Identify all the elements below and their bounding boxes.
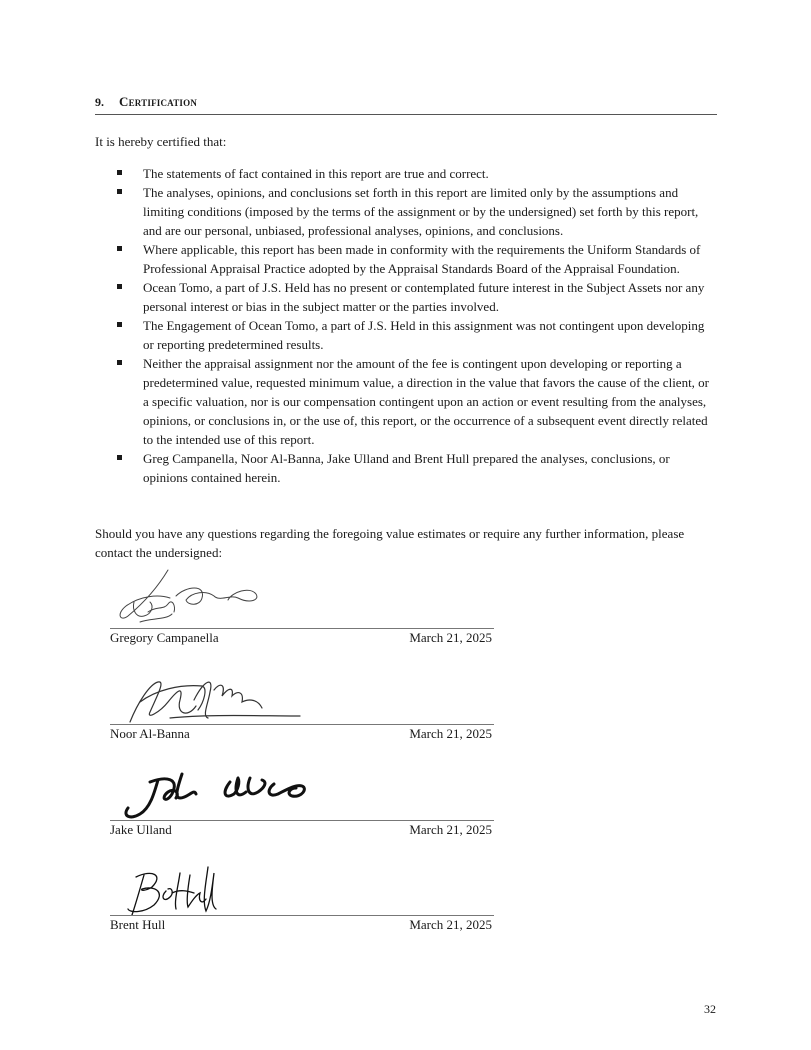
certification-list bbox=[95, 164, 717, 487]
signature-date: March 21, 2025 bbox=[409, 630, 492, 645]
signer-name: Gregory Campanella bbox=[110, 630, 219, 645]
list-item: Where applicable, this report has been made in conformity with the requirements the Uniform Standards of Professional Appraisal Practice adopted by the Appraisal Standards Board of the Appraisal Foundation. bbox=[95, 240, 717, 278]
list-item: Ocean Tomo, a part of J.S. Held has no present or contemplated future interest in the Subject Assets nor any personal interest or bias in the subject matter or the parties involved. bbox=[95, 278, 717, 316]
signer-name: Jake Ulland bbox=[110, 822, 172, 837]
bullet-square-icon bbox=[117, 284, 122, 289]
list-item: Greg Campanella, Noor Al-Banna, Jake Ulland and Brent Hull prepared the analyses, conclusions, or opinions contained herein. bbox=[95, 449, 717, 487]
signer-name: Brent Hull bbox=[110, 917, 166, 932]
signature-campanella-image bbox=[110, 566, 270, 630]
signature-block-al-banna bbox=[110, 662, 494, 758]
signature-block-ulland bbox=[110, 758, 494, 854]
signature-al-banna-image bbox=[110, 662, 310, 726]
bullet-square-icon bbox=[117, 170, 122, 175]
section-heading bbox=[95, 94, 717, 115]
signature-date: March 21, 2025 bbox=[409, 917, 492, 932]
bullet-square-icon bbox=[117, 322, 122, 327]
list-item: The analyses, opinions, and conclusions set forth in this report are limited only by the assumptions and limiting conditions (imposed by the terms of the assignment or by the undersigned) set forth by this report, and are our personal, unbiased, professional analyses, opinions, and conclusions. bbox=[95, 183, 717, 240]
section-title: Certification bbox=[119, 94, 198, 109]
signature-block-campanella bbox=[110, 566, 494, 662]
page-number: 32 bbox=[704, 1002, 716, 1016]
list-item: The statements of fact contained in this report are true and correct. bbox=[95, 164, 717, 183]
section-number: 9. bbox=[95, 95, 104, 109]
list-item: The Engagement of Ocean Tomo, a part of J.S. Held in this assignment was not contingent upon developing or reporting predetermined results. bbox=[95, 316, 717, 354]
bullet-square-icon bbox=[117, 189, 122, 194]
signature-hull-image bbox=[110, 853, 230, 923]
bullet-square-icon bbox=[117, 360, 122, 365]
bullet-square-icon bbox=[117, 246, 122, 251]
closing-paragraph: Should you have any questions regarding the foregoing value estimates or require any further information, please contact the undersigned: bbox=[95, 526, 685, 560]
signature-date: March 21, 2025 bbox=[409, 726, 492, 741]
signature-date: March 21, 2025 bbox=[409, 822, 492, 837]
bullet-square-icon bbox=[117, 455, 122, 460]
signature-ulland-image bbox=[110, 758, 320, 822]
intro-paragraph: It is hereby certified that: bbox=[95, 134, 227, 149]
signer-name: Noor Al-Banna bbox=[110, 726, 190, 741]
signature-block-hull bbox=[110, 853, 494, 949]
list-item: Neither the appraisal assignment nor the amount of the fee is contingent upon developing or reporting a predetermined value, requested minimum value, a direction in the value that favors the cause of the client, or a specific valuation, nor is our compensation contingent upon an action or event resulting from the analyses, opinions, or conclusions in, or the use of, this report, or the occurrence of a subsequent event directly related to the intended use of this report. bbox=[95, 354, 717, 449]
